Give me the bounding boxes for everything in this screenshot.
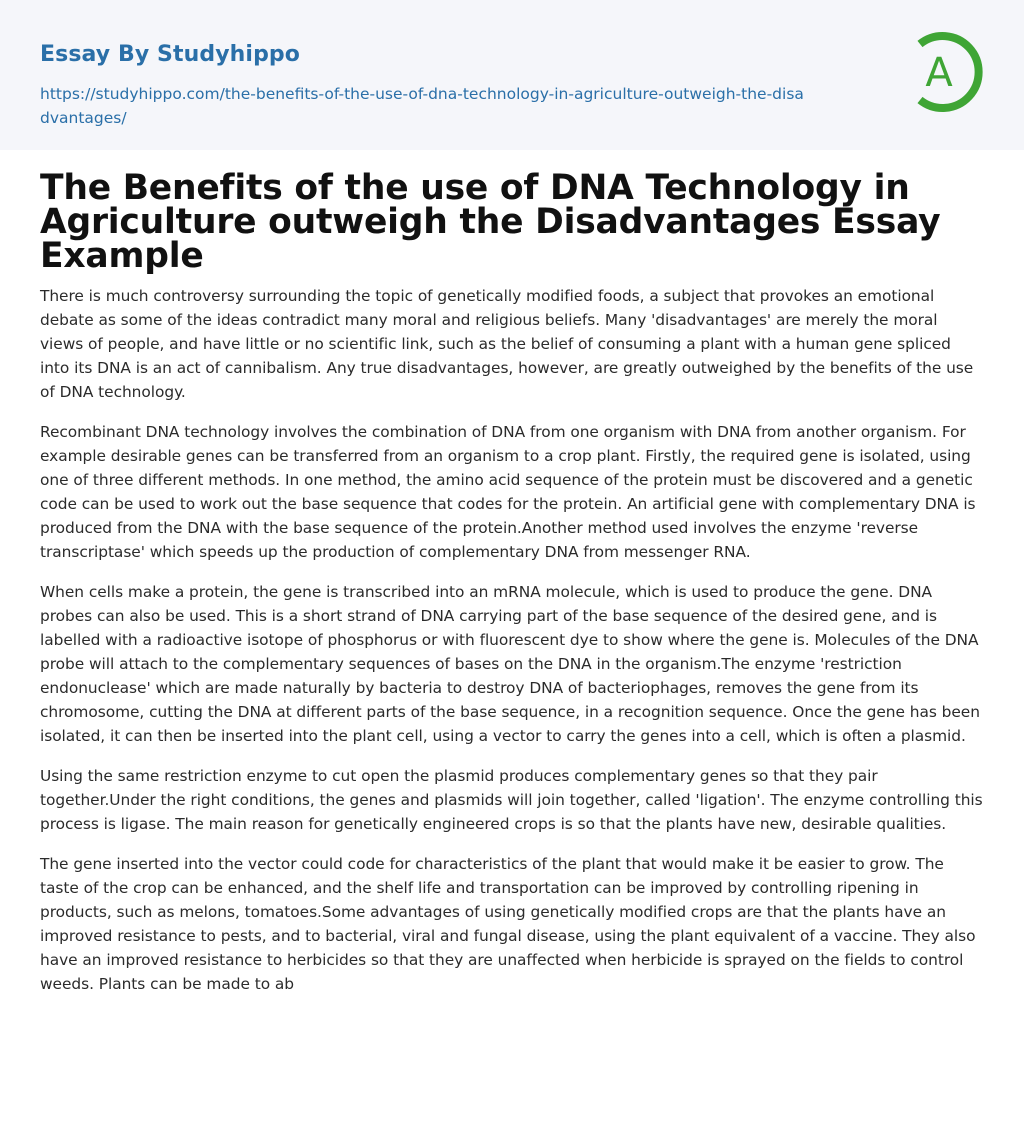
essay-paragraph: The gene inserted into the vector could code for characteristics of the plant that would make it be easier to grow. The taste of the crop can be enhanced, and the shelf life and transportation can be improved by controlling ripening in products, such as melons, tomatoes.Some advantages of using genetically modified crops are that the plants have an improved resistance to pests, and to bacterial, viral and fungal disease, using the plant equivalent of a vaccine. They also have an improved resistance to herbicides so that they are unaffected when herbicide is sprayed on the fields to control weeds. Plants can be made to ab <box>40 855 976 993</box>
studyhippo-logo-icon[interactable] <box>904 26 990 118</box>
essay-paragraph: Using the same restriction enzyme to cut open the plasmid produces complementary genes so that they pair together.Under the right conditions, the genes and plasmids will join together, called 'ligation'. The enzyme controlling this process is ligase. The main reason for genetically engineered crops is so that the plants have new, desirable qualities. <box>40 767 983 833</box>
site-header <box>0 0 1024 150</box>
page-title: The Benefits of the use of DNA Technology in Agriculture outweigh the Disadvantages Essay Example <box>40 168 941 276</box>
essay-paragraph: There is much controversy surrounding the topic of genetically modified foods, a subject that provokes an emotional debate as some of the ideas contradict many moral and religious beliefs. Many 'disadvantages' are merely the moral views of people, and have little or no scientific link, such as the belief of consuming a plant with a human gene spliced into its DNA is an act of cannibalism. Any true disadvantages, however, are greatly outweighed by the benefits of the use of DNA technology. <box>40 287 974 401</box>
essay-paragraph: When cells make a protein, the gene is transcribed into an mRNA molecule, which is used to produce the gene. DNA probes can also be used. This is a short strand of DNA carrying part of the base sequence of the desired gene, and is labelled with a radioactive isotope of phosphorus or with fluorescent dye to show where the gene is. Molecules of the DNA probe will attach to the complementary sequences of bases on the DNA in the organism.The enzyme 'restriction endonuclease' which are made naturally by bacteria to destroy DNA of bacteriophages, removes the gene from its chromosome, cutting the DNA at different parts of the base sequence, in a recognition sequence. Once the gene has been isolated, it can then be inserted into the plant cell, using a vector to carry the genes into a cell, which is often a plasmid. <box>40 583 980 745</box>
source-url-link[interactable]: https://studyhippo.com/the-benefits-of-the-use-of-dna-technology-in-agriculture-outweigh-the-disadvantages/ <box>40 85 804 127</box>
logo-letter: A <box>925 50 953 96</box>
essay-paragraph: Recombinant DNA technology involves the combination of DNA from one organism with DNA from another organism. For example desirable genes can be transferred from an organism to a crop plant. Firstly, the required gene is isolated, using one of three different methods. In one method, the amino acid sequence of the protein must be discovered and a genetic code can be used to work out the base sequence that codes for the protein. An artificial gene with complementary DNA is produced from the DNA with the base sequence of the protein.Another method used involves the enzyme 'reverse transcriptase' which speeds up the production of complementary DNA from messenger RNA. <box>40 423 976 561</box>
essay-body <box>40 273 984 996</box>
main-content <box>0 150 1024 996</box>
site-brand[interactable]: Essay By Studyhippo <box>40 42 300 67</box>
